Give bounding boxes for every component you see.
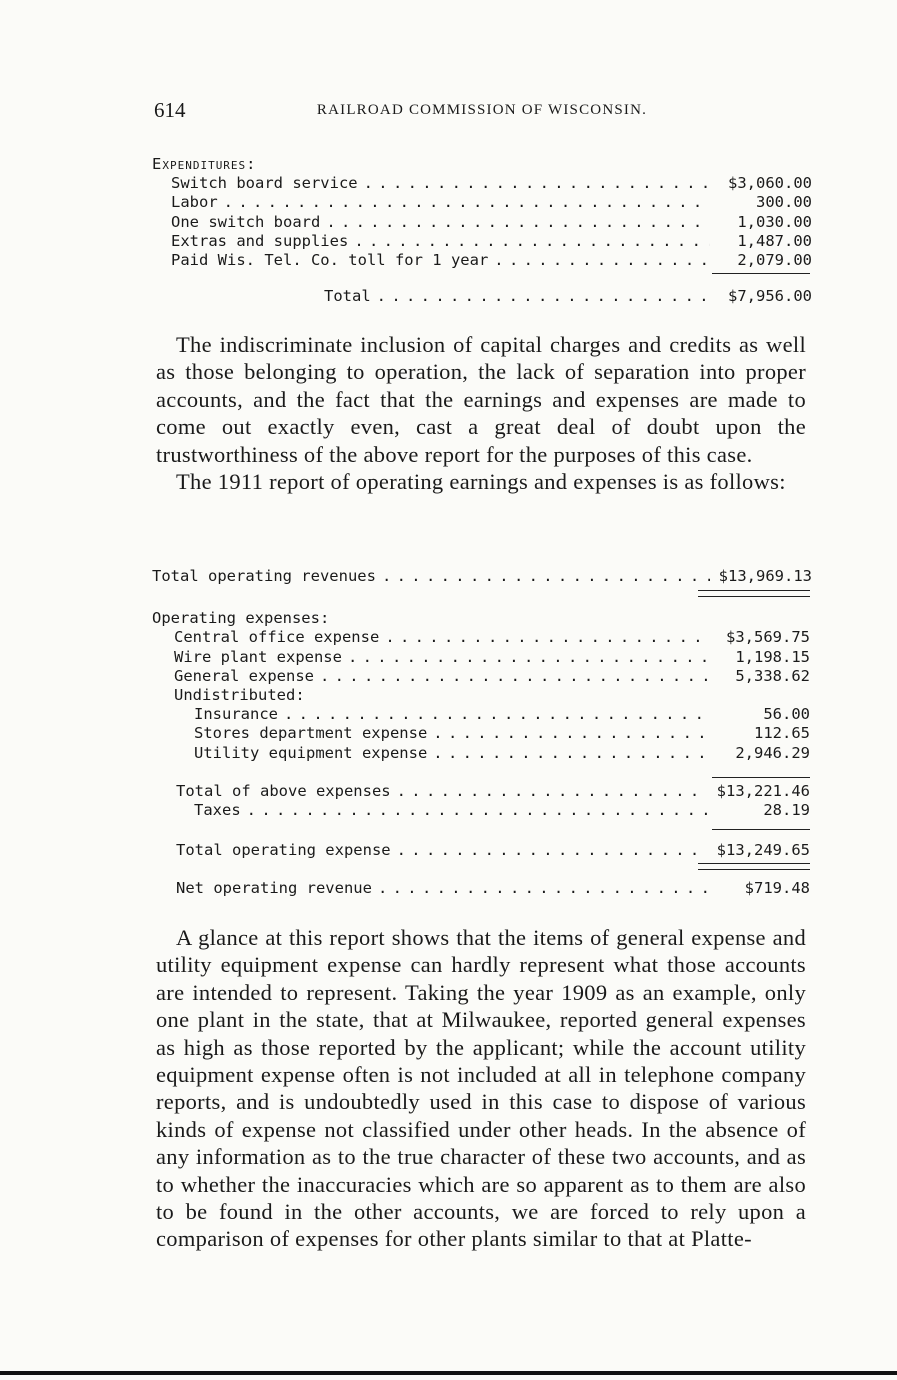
dot-leader (382, 567, 710, 586)
row-label: Paid Wis. Tel. Co. toll for 1 year (171, 251, 489, 270)
sum-rule (712, 273, 810, 274)
row-amount: 1,030.00 (737, 212, 812, 231)
row-label: Extras and supplies (171, 231, 349, 250)
row-label: Total operating revenues (152, 567, 376, 585)
table-row (152, 567, 812, 586)
row-amount: $719.48 (744, 878, 810, 897)
operating-report-table (152, 567, 812, 898)
dot-leader (433, 744, 708, 763)
row-label: Taxes (194, 801, 241, 820)
row-amount: 2,079.00 (737, 251, 812, 270)
total-label: Total (324, 287, 371, 306)
double-rule (698, 863, 810, 870)
row-amount: 1,487.00 (737, 231, 812, 250)
row-label: Net operating revenue (176, 878, 372, 897)
table-row (152, 879, 812, 898)
table-row (152, 782, 812, 801)
paragraph: A glance at this report shows that the items of general expense and utility equipment expense can hardly represent what those accounts are intended to represent. Taking the year 1909 as an example, only one plant in the state, that at Milwaukee, reported general expenses as high as those reported by the applicant; while the account utility equipment expense often is not included at all in telephone company reports, and is undoubtedly used in this case to dispose of various kinds of expense not classified under other heads. In the absence of any information as to the true character of these two accounts, and as to whether the inaccuracies which are so apparent as to them are also to be found in the other accounts, we are forced to rely upon a comparison of expenses for other plants similar to that at Platte- (156, 925, 806, 1252)
row-amount: 300.00 (756, 193, 812, 212)
row-label: One switch board (171, 212, 321, 231)
row-label: Labor (171, 193, 218, 212)
dot-leader (494, 251, 710, 270)
row-amount: 28.19 (763, 801, 810, 820)
dot-leader (364, 174, 710, 193)
table-row (152, 193, 812, 212)
table-row (152, 744, 812, 763)
table-row (152, 705, 812, 724)
expenses-heading: Operating expenses: (152, 609, 330, 628)
row-amount: 5,338.62 (735, 666, 810, 685)
row-amount: 112.65 (754, 724, 810, 743)
row-amount: 2,946.29 (735, 743, 810, 762)
table-row (152, 648, 812, 667)
dot-leader (284, 705, 708, 724)
dot-leader (378, 879, 708, 898)
page-edge-rule (0, 1371, 897, 1375)
row-amount: $3,060.00 (728, 174, 812, 192)
row-label: Total operating expense (176, 840, 391, 859)
row-label: Insurance (194, 705, 278, 724)
table-row (152, 667, 812, 686)
total-row (152, 287, 812, 306)
dot-leader (377, 287, 710, 306)
paragraph: The 1911 report of operating earnings and expenses is as follows: (176, 469, 786, 495)
table-row (152, 841, 812, 860)
double-rule (698, 590, 810, 597)
row-label: Total of above expenses (176, 782, 391, 801)
total-amount: $7,956.00 (728, 287, 812, 306)
row-amount: 56.00 (763, 705, 810, 724)
dot-leader (247, 801, 708, 820)
row-amount: $3,569.75 (726, 628, 810, 647)
dot-leader (385, 628, 708, 647)
row-label: Wire plant expense (174, 647, 342, 666)
dot-leader (354, 232, 710, 251)
page-header (152, 98, 812, 128)
row-amount: 1,198.15 (735, 647, 810, 666)
dot-leader (320, 667, 708, 686)
row-amount: $13,969.13 (718, 567, 812, 585)
table-row (152, 801, 812, 820)
row-label: Utility equipment expense (194, 743, 428, 762)
row-label: Switch board service (171, 174, 358, 192)
table-row (152, 174, 812, 193)
expenditures-heading: Expenditures: (152, 155, 257, 173)
sum-rule (712, 829, 810, 830)
table-row (152, 628, 812, 647)
row-amount: $13,221.46 (716, 782, 810, 801)
row-label: Stores department expense (194, 724, 428, 743)
dot-leader (224, 193, 710, 212)
dot-leader (326, 213, 710, 232)
undistributed-heading: Undistributed: (174, 686, 305, 705)
dot-leader (348, 648, 708, 667)
body-text-lower (156, 924, 806, 1253)
table-row (152, 251, 812, 270)
sum-rule (712, 777, 810, 778)
dot-leader (397, 782, 708, 801)
row-label: General expense (174, 666, 314, 685)
paragraph: The indiscriminate inclusion of capital charges and credits as well as those belonging to operation, the lack of separation into proper accounts, and the fact that the earnings and expenses are made to come out exactly even, cast a great deal of doubt upon the trustworthiness of the above report for the purposes of this case. (156, 332, 806, 467)
table-row (152, 213, 812, 232)
body-text-upper (156, 331, 806, 495)
page-number: 614 (154, 98, 186, 122)
expenditures-table (152, 155, 812, 307)
row-label: Central office expense (174, 628, 380, 647)
row-amount: $13,249.65 (716, 840, 810, 859)
dot-leader (397, 841, 708, 860)
table-row (152, 232, 812, 251)
dot-leader (433, 724, 708, 743)
table-row (152, 724, 812, 743)
running-title: RAILROAD COMMISSION OF WISCONSIN. (316, 102, 648, 118)
